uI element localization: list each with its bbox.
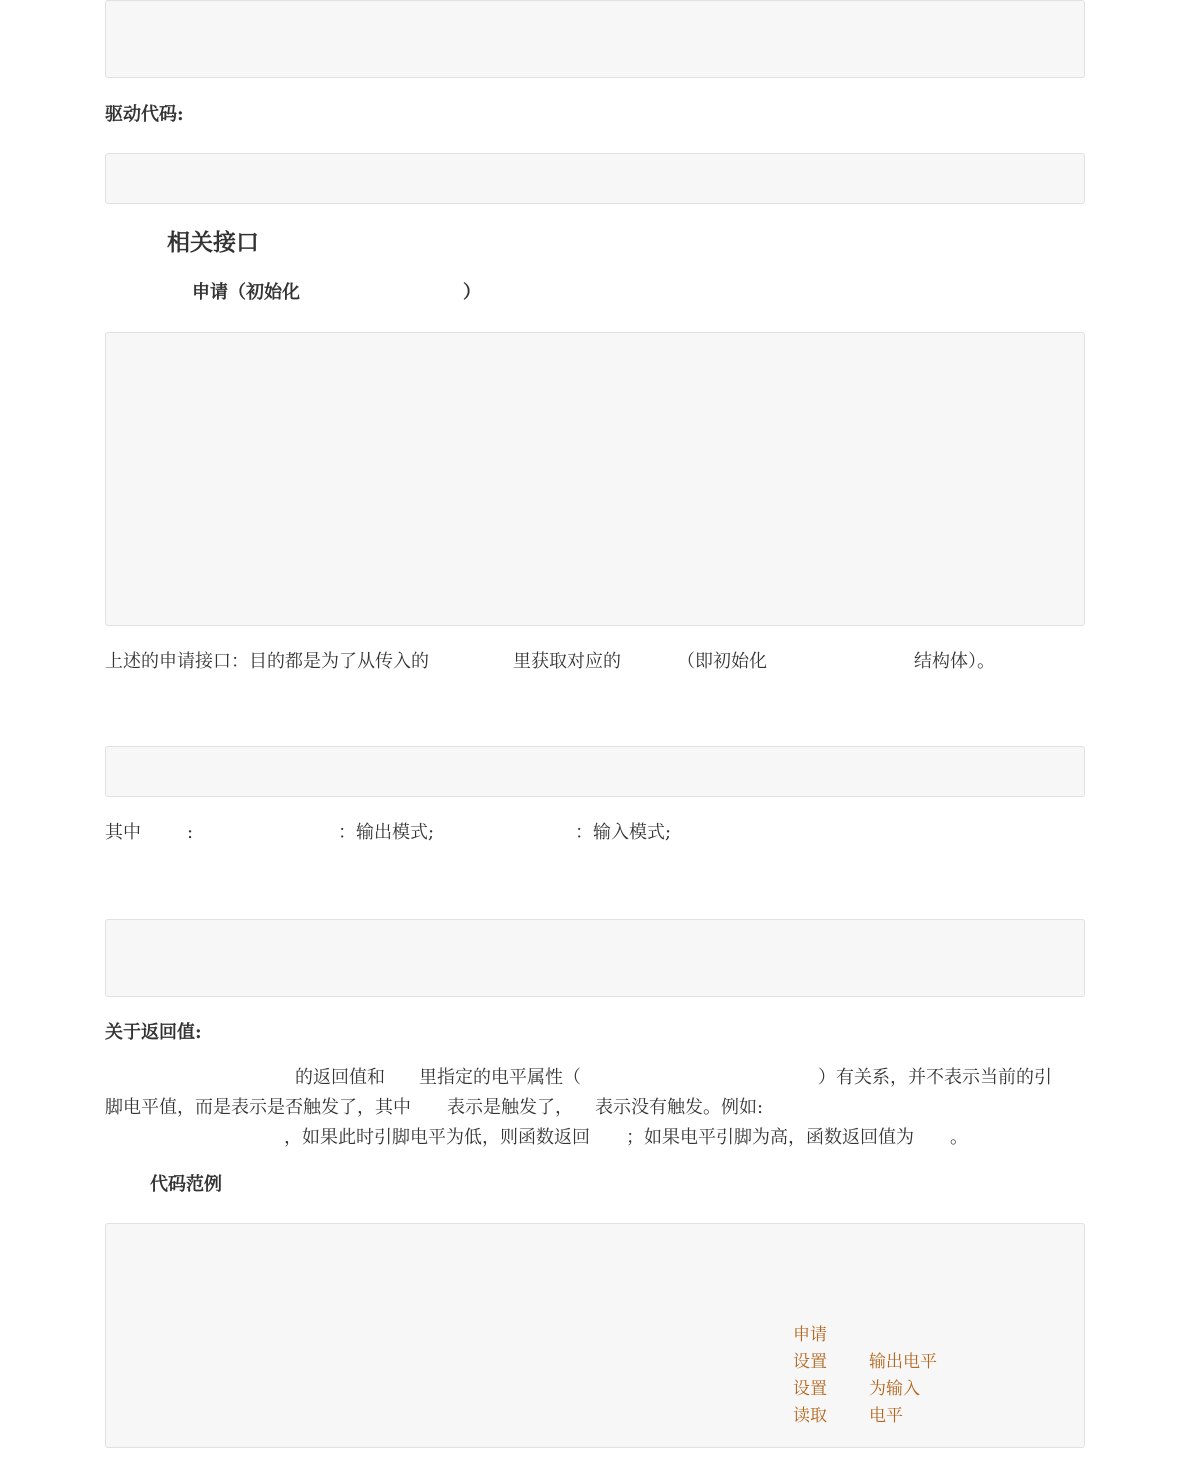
driver-code-label: 驱动代码: xyxy=(105,104,184,125)
code-block-top xyxy=(105,0,1085,78)
code-block-driver xyxy=(105,153,1085,204)
return-value-l3c: 。 xyxy=(950,1127,968,1148)
return-value-l3b: ；如果电平引脚为高，函数返回值为 xyxy=(626,1127,914,1148)
modes-part4: ：输入模式; xyxy=(575,822,672,843)
return-value-l2b: 表示是触发了， xyxy=(447,1097,573,1118)
return-value-l2c: 表示没有触发。例如: xyxy=(595,1097,764,1118)
return-value-l3a: ，如果此时引脚电平为低，则函数返回 xyxy=(284,1127,590,1148)
request-desc-part4: 结构体）。 xyxy=(914,651,995,672)
code-comment-2a: 设置 xyxy=(793,1352,827,1372)
request-desc-part2: 里获取对应的 xyxy=(513,651,621,672)
code-block-example xyxy=(105,1223,1085,1448)
code-block-get-value xyxy=(105,919,1085,997)
return-value-l1c: ）有关系，并不表示当前的引 xyxy=(818,1067,1052,1088)
modes-part1: 其中 xyxy=(105,822,141,843)
code-example-heading: 代码范例 xyxy=(150,1174,222,1195)
request-desc-part1: 上述的申请接口：目的都是为了从传入的 xyxy=(105,651,429,672)
request-init-heading-prefix: 申请（初始化 xyxy=(192,282,300,303)
code-block-request xyxy=(105,332,1085,626)
modes-part2: : xyxy=(187,822,194,843)
return-value-label: 关于返回值: xyxy=(105,1022,202,1043)
request-desc-part3: （即初始化 xyxy=(677,651,767,672)
code-comment-4b: 电平 xyxy=(869,1406,903,1426)
return-value-l1b: 里指定的电平属性（ xyxy=(419,1067,581,1088)
code-comment-2b: 输出电平 xyxy=(869,1352,937,1372)
code-comment-1: 申请 xyxy=(793,1325,827,1345)
return-value-l2a: 脚电平值，而是表示是否触发了，其中 xyxy=(105,1097,411,1118)
code-comment-3a: 设置 xyxy=(793,1379,827,1399)
modes-part3: ：输出模式; xyxy=(338,822,435,843)
related-api-heading: 相关接口 xyxy=(167,229,259,256)
return-value-l1a: 的返回值和 xyxy=(295,1067,385,1088)
code-comment-4a: 读取 xyxy=(793,1406,827,1426)
request-init-heading-suffix: ） xyxy=(463,282,481,303)
code-block-modes xyxy=(105,746,1085,797)
code-comment-3b: 为输入 xyxy=(869,1379,920,1399)
